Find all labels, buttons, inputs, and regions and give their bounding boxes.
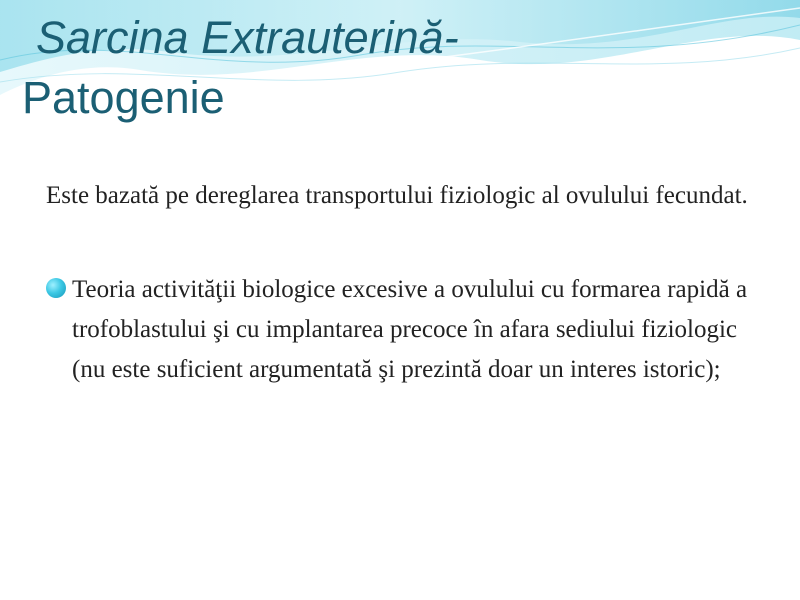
slide-title-line2: Patogenie [22, 72, 225, 123]
bullet-item-theory-text: Teoria activităţii biologice excesive a ovulului cu formarea rapidă a trofoblastului şi cu implantarea precoce în afara sediului fiziologic (nu este suficient argumentată şi prezintă doar un interes istoric); [72, 276, 748, 383]
teal-circle-bullet-icon [46, 278, 66, 298]
paragraph-intro [46, 176, 766, 216]
slide-title [22, 8, 459, 128]
paragraph-intro-text: Este bazată pe dereglarea transportului fiziologic al ovulului fecundat. [46, 182, 748, 209]
bullet-item-theory [46, 270, 766, 390]
slide-body [46, 176, 766, 390]
slide-title-line1: Sarcina Extrauterină- [36, 12, 459, 63]
